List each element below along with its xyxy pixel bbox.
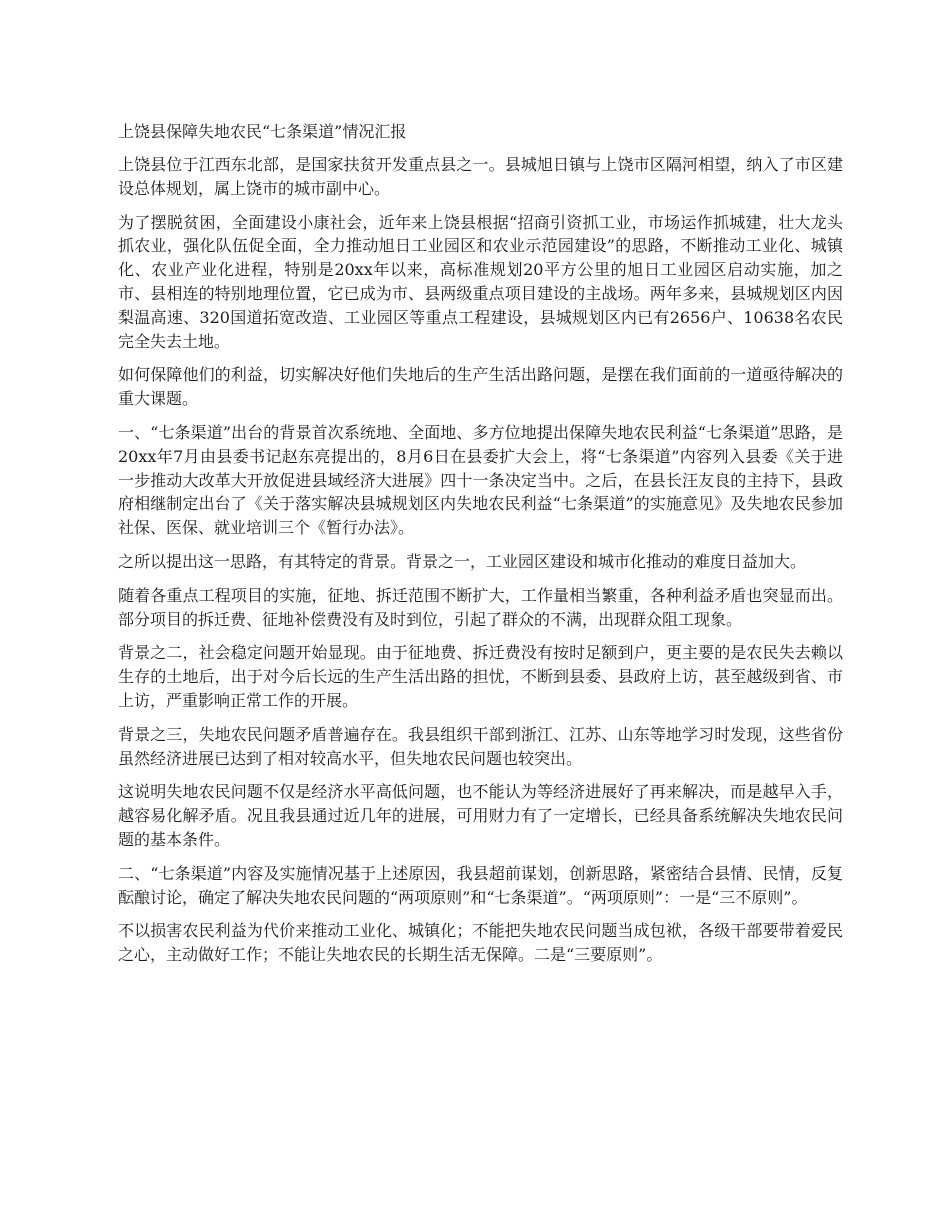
paragraph-question: 如何保障他们的利益，切实解决好他们失地后的生产生活出路问题，是摆在我们面前的一道亟待解决的重大课题。 <box>118 365 843 409</box>
paragraph-background-three: 背景之三，失地农民问题矛盾普遍存在。我县组织干部到浙江、江苏、山东等地学习时发现，这些省份虽然经济进展已达到了相对较高水平，但失地农民问题也较突出。 <box>118 724 843 768</box>
paragraph-development: 为了摆脱贫困，全面建设小康社会，近年来上饶县根据“招商引资抓工业，市场运作抓城建，壮大龙头抓农业，强化队伍促全面，全力推动旭日工业园区和农业示范园建设”的思路，不断推动工业化、城镇化、农业产业化进程，特别是20xx年以来，高标准规划20平方公里的旭日工业园区启动实施，加之市、县相连的特别地理位置，它已成为市、县两级重点项目建设的主战场。两年多来，县城规划区内因梨温高速、320国道拓宽改造、工业园区等重点工程建设，县城规划区内已有2656户、10638名农民完全失去土地。 <box>118 212 843 351</box>
paragraph-principles: 不以损害农民利益为代价来推动工业化、城镇化；不能把失地农民问题当成包袱，各级干部要带着爱民之心，主动做好工作；不能让失地农民的长期生活无保障。二是“三要原则”。 <box>118 921 843 965</box>
paragraph-background-two: 背景之二，社会稳定问题开始显现。由于征地费、拆迁费没有按时足额到户，更主要的是农民失去赖以生存的土地后，出于对今后长远的生产生活出路的担忧，不断到县委、县政府上访，甚至越级到省、市上访，严重影响正常工作的开展。 <box>118 643 843 710</box>
paragraph-section-two: 二、“七条渠道”内容及实施情况基于上述原因，我县超前谋划，创新思路，紧密结合县情、民情，反复酝酿讨论，确定了解决失地农民问题的“两项原则”和“七条渠道”。“两项原则”：一是“三不原则”。 <box>118 863 843 907</box>
paragraph-intro: 上饶县位于江西东北部，是国家扶贫开发重点县之一。县城旭日镇与上饶市区隔河相望，纳入了市区建设总体规划，属上饶市的城市副中心。 <box>118 155 843 198</box>
paragraph-explanation: 这说明失地农民问题不仅是经济水平高低问题，也不能认为等经济进展好了再来解决，而是越早入手，越容易化解矛盾。况且我县通过近几年的进展，可用财力有了一定增长，已经具备系统解决失地农民问题的基本条件。 <box>118 782 843 849</box>
document-title: 上饶县保障失地农民“七条渠道”情况汇报 <box>118 122 407 141</box>
paragraph-section-one: 一、“七条渠道”出台的背景首次系统地、全面地、多方位地提出保障失地农民利益“七条渠道”思路，是20xx年7月由县委书记赵东亮提出的，8月6日在县委扩大会上，将“七条渠道”内容列入县委《关于进一步推动大改革大开放促进县域经济大进展》四十一条决定当中。之后，在县长汪友良的主持下，县政府相继制定出台了《关于落实解决县城规划区内失地农民利益“七条渠道”的实施意见》及失地农民参加社保、医保、就业培训三个《暂行办法》。 <box>118 422 843 538</box>
document-page <box>118 120 843 977</box>
paragraph-expansion: 随着各重点工程项目的实施，征地、拆迁范围不断扩大，工作量相当繁重，各种利益矛盾也突显而出。部分项目的拆迁费、征地补偿费没有及时到位，引起了群众的不满，出现群众阻工现象。 <box>118 585 843 629</box>
paragraph-background-one: 之所以提出这一思路，有其特定的背景。背景之一，工业园区建设和城市化推动的难度日益加大。 <box>118 551 807 571</box>
